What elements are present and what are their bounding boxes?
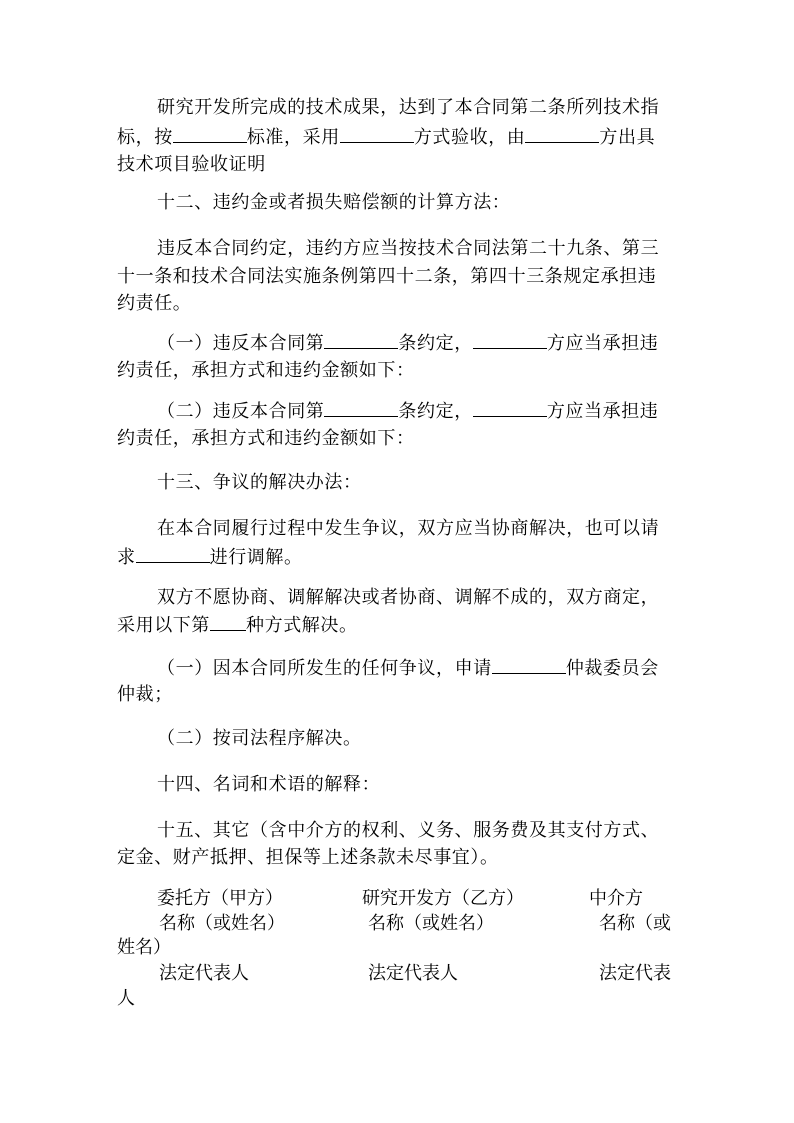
text: 采用以下第 — [117, 615, 210, 636]
section-15-line-2 — [117, 845, 677, 871]
section-13-p2-line-1 — [117, 585, 717, 611]
text: 约责任。 — [117, 293, 192, 314]
section-12-intro-line-2 — [117, 264, 677, 290]
section-13-p1-line-1 — [117, 516, 717, 542]
text: （二）违反本合同第 — [157, 401, 325, 422]
blank-field[interactable] — [136, 544, 210, 563]
acceptance-line-3 — [117, 152, 677, 178]
blank-field[interactable] — [473, 398, 547, 417]
section-13-option-1-line-1 — [117, 655, 717, 682]
acceptance-line-2 — [117, 124, 677, 151]
section-12-item-2-line-2 — [117, 426, 677, 452]
section-12-intro-line-3 — [117, 291, 677, 317]
text: 标准，采用 — [246, 127, 340, 148]
party-a-label: 委托方（甲方） — [157, 888, 283, 909]
blank-field[interactable] — [492, 655, 566, 674]
text: 十一条和技术合同法实施条例第四十二条，第四十三条规定承担违 — [117, 266, 657, 287]
party-b-label: 研究开发方（乙方） — [362, 888, 524, 909]
section-12-intro-line-1 — [117, 236, 717, 262]
party-c-name-label-wrap: 姓名） — [117, 937, 171, 958]
text: 定金、财产抵押、担保等上述条款未尽事宜）。 — [117, 847, 499, 868]
text: 种方式解决。 — [246, 615, 358, 636]
text: 进行调解。 — [209, 547, 303, 568]
acceptance-line-1 — [117, 95, 717, 121]
section-12-item-1-line-1 — [117, 330, 717, 357]
party-a-name-label: 名称（或姓名） — [159, 913, 285, 934]
section-12-heading — [117, 190, 717, 216]
text: 仲裁； — [117, 684, 173, 705]
blank-field[interactable] — [473, 330, 547, 349]
text: 十四、名词和术语的解释： — [157, 774, 381, 795]
text: （一）违反本合同第 — [157, 333, 325, 354]
party-c-rep-label: 法定代表 — [599, 963, 671, 984]
blank-field[interactable] — [525, 124, 599, 143]
text: 标，按 — [117, 127, 173, 148]
text: 研究开发所完成的技术成果，达到了本合同第二条所列技术指 — [157, 97, 660, 118]
blank-field[interactable] — [340, 124, 414, 143]
text: 十五、其它（含中介方的权利、义务、服务费及其支付方式、 — [157, 820, 660, 841]
text: 十二、违约金或者损失赔偿额的计算方法： — [157, 192, 511, 213]
section-13-heading — [117, 470, 717, 496]
text: 违反本合同约定，违约方应当按技术合同法第二十九条、第三 — [157, 238, 660, 259]
text: 条约定， — [398, 333, 473, 354]
text: 约责任，承担方式和违约金额如下： — [117, 360, 415, 381]
party-c-label: 中介方 — [589, 888, 643, 909]
text: 条约定， — [398, 401, 473, 422]
text: （一）因本合同所发生的任何争议，申请 — [157, 658, 492, 679]
section-13-option-2 — [117, 726, 717, 752]
text: 求 — [117, 547, 136, 568]
blank-field[interactable] — [173, 124, 247, 143]
text: 方出具 — [599, 127, 656, 148]
party-c-rep-label-wrap: 人 — [117, 988, 135, 1009]
blank-field[interactable] — [210, 612, 246, 631]
party-b-rep-label: 法定代表人 — [368, 963, 458, 984]
section-13-p2-line-2 — [117, 612, 677, 639]
text: 方应当承担违 — [546, 333, 659, 354]
section-13-option-1-line-2 — [117, 682, 677, 708]
text: 方式验收，由 — [413, 127, 526, 148]
party-a-rep-label: 法定代表人 — [159, 963, 249, 984]
section-15-line-1 — [117, 818, 717, 844]
party-c-name-label: 名称（或 — [599, 913, 671, 934]
text: 仲裁委员会 — [565, 658, 659, 679]
text: （二）按司法程序解决。 — [157, 728, 362, 749]
section-14-heading — [117, 772, 717, 798]
section-12-item-1-line-2 — [117, 358, 677, 384]
text: 在本合同履行过程中发生争议，双方应当协商解决，也可以请 — [157, 518, 660, 539]
blank-field[interactable] — [324, 398, 398, 417]
text: 技术项目验收证明 — [117, 154, 266, 175]
blank-field[interactable] — [324, 330, 398, 349]
section-12-item-2-line-1 — [117, 398, 717, 425]
text: 双方不愿协商、调解解决或者协商、调解不成的，双方商定， — [157, 587, 660, 608]
party-b-name-label: 名称（或姓名） — [368, 913, 494, 934]
text: 方应当承担违 — [546, 401, 659, 422]
text: 约责任，承担方式和违约金额如下： — [117, 428, 415, 449]
text: 十三、争议的解决办法： — [157, 472, 362, 493]
section-13-p1-line-2 — [117, 544, 677, 571]
